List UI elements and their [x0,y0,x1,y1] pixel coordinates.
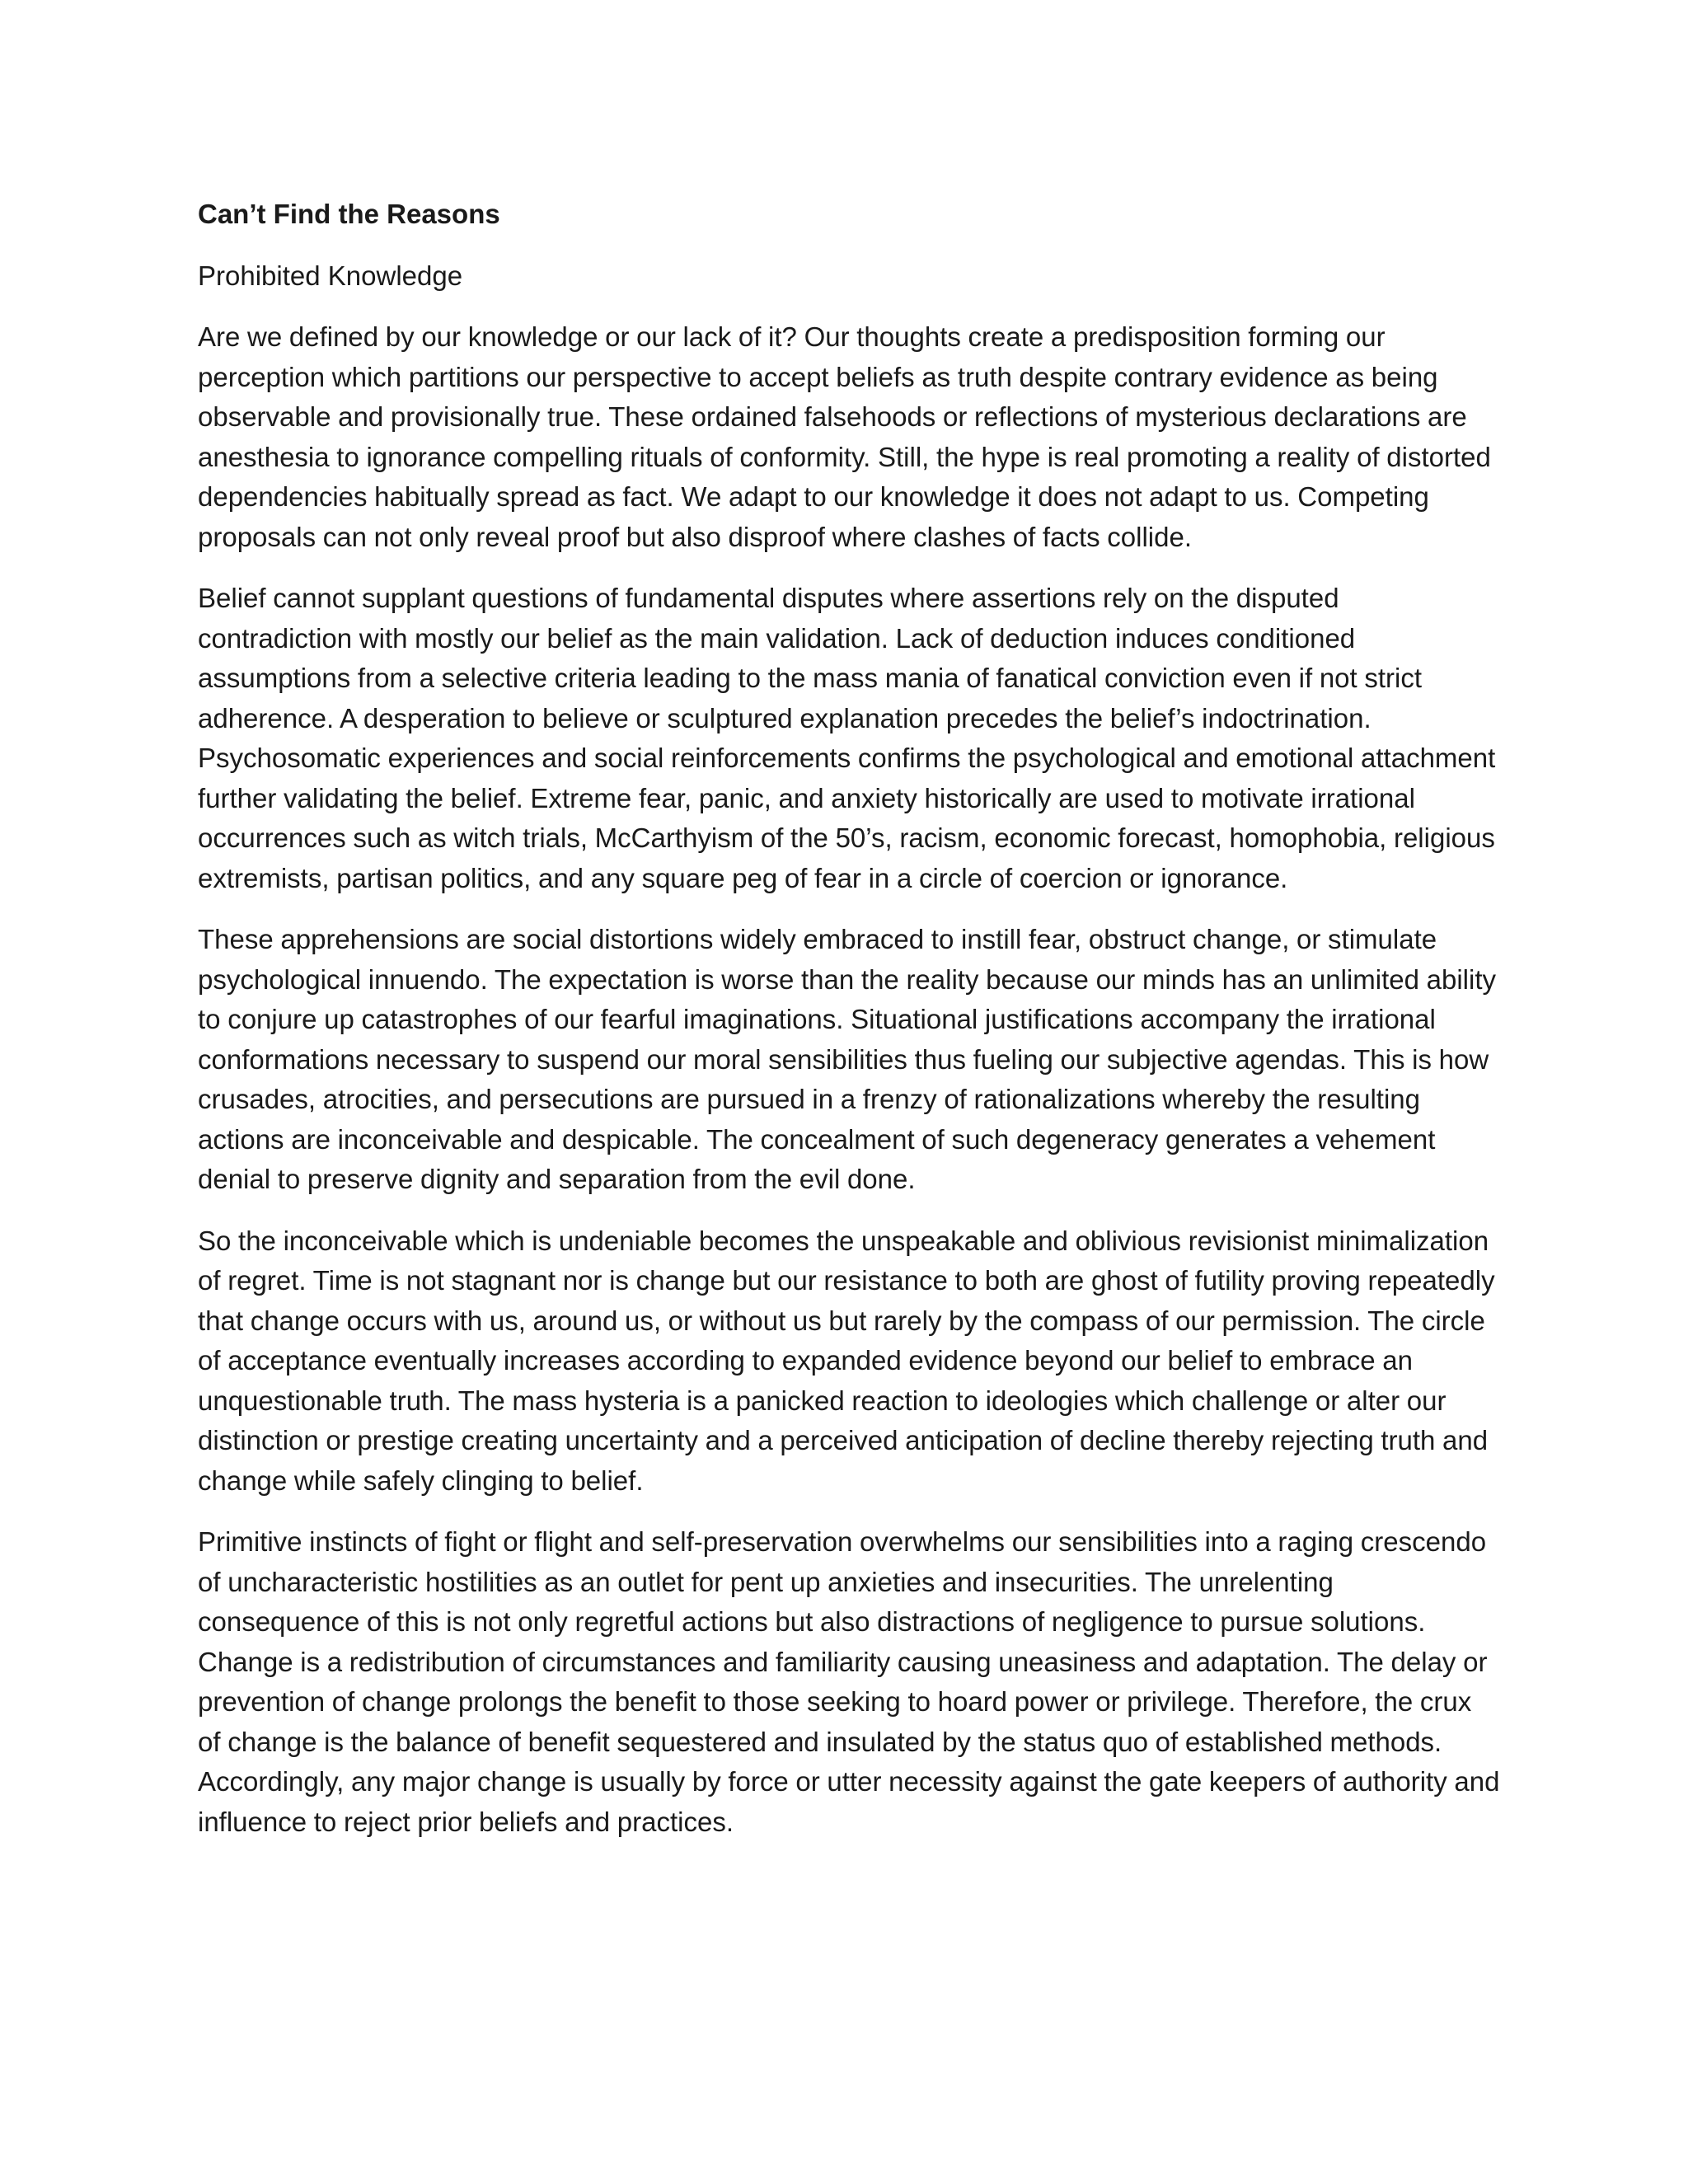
paragraph-1: Are we defined by our knowledge or our lack of it? Our thoughts create a predisposition forming our perception which partitions our perspective to accept beliefs as truth despite contrary evidence as being observable and provisionally true. These ordained falsehoods or reflections of mysterious declarations are anesthesia to ignorance compelling rituals of conformity. Still, the hype is real promoting a reality of distorted dependencies habitually spread as fact. We adapt to our knowledge it does not adapt to us. Competing proposals can not only reveal proof but also disproof where clashes of facts collide. [198,321,1491,552]
document-subtitle: Prohibited Knowledge [198,260,463,291]
paragraph-5: Primitive instincts of fight or flight and self-preservation overwhelms our sensibilities into a raging crescendo of uncharacteristic hostilities as an outlet for pent up anxieties and insecurities. The unrelenting consequence of this is not only regretful actions but also distractions of negligence to pursue solutions. Change is a redistribution of circumstances and familiarity causing uneasiness and adaptation. The delay or prevention of change prolongs the benefit to those seeking to hoard power or privilege. Therefore, the crux of change is the balance of benefit sequestered and insulated by the status quo of established methods. Accordingly, any major change is usually by force or utter necessity against the gate keepers of authority and influence to reject prior beliefs and practices. [198,1526,1500,1837]
document-body [198,194,1500,1863]
paragraph-4: So the inconceivable which is undeniable becomes the unspeakable and oblivious revisionist minimalization of regret. Time is not stagnant nor is change but our resistance to both are ghost of futility proving repeatedly that change occurs with us, around us, or without us but rarely by the compass of our permission. The circle of acceptance eventually increases according to expanded evidence beyond our belief to embrace an unquestionable truth. The mass hysteria is a panicked reaction to ideologies which challenge or alter our distinction or prestige creating uncertainty and a perceived anticipation of decline thereby rejecting truth and change while safely clinging to belief. [198,1225,1495,1496]
paragraph-2: Belief cannot supplant questions of fundamental disputes where assertions rely on the disputed contradiction with mostly our belief as the main validation. Lack of deduction induces conditioned assumptions from a selective criteria leading to the mass mania of fanatical conviction even if not strict adherence. A desperation to believe or sculptured explanation precedes the belief’s indoctrination. Psychosomatic experiences and social reinforcements confirms the psychological and emotional attachment further validating the belief. Extreme fear, panic, and anxiety historically are used to motivate irrational occurrences such as witch trials, McCarthyism of the 50’s, racism, economic forecast, homophobia, religious extremists, partisan politics, and any square peg of fear in a circle of coercion or ignorance. [198,583,1496,893]
document-title: Can’t Find the Reasons [198,199,500,229]
paragraph-3: These apprehensions are social distortions widely embraced to instill fear, obstruct change, or stimulate psychological innuendo. The expectation is worse than the reality because our minds has an unlimited ability to conjure up catastrophes of our fearful imaginations. Situational justifications accompany the irrational conformations necessary to suspend our moral sensibilities thus fueling our subjective agendas. This is how crusades, atrocities, and persecutions are pursued in a frenzy of rationalizations whereby the resulting actions are inconceivable and despicable. The concealment of such degeneracy generates a vehement denial to preserve dignity and separation from the evil done. [198,924,1496,1194]
